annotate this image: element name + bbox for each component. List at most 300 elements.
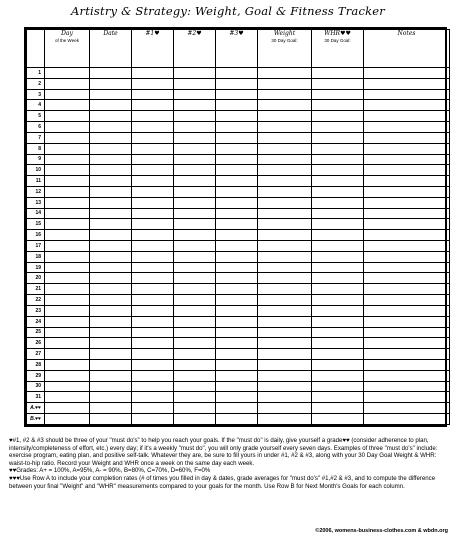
entry-cell[interactable] — [174, 219, 216, 230]
entry-cell[interactable] — [312, 414, 364, 425]
entry-cell[interactable] — [216, 403, 258, 414]
entry-cell[interactable] — [174, 284, 216, 295]
entry-cell[interactable] — [45, 414, 90, 425]
entry-cell[interactable] — [312, 230, 364, 241]
entry-cell[interactable] — [364, 122, 450, 133]
entry-cell[interactable] — [132, 316, 174, 327]
entry-cell[interactable] — [216, 284, 258, 295]
entry-cell[interactable] — [216, 89, 258, 100]
entry-cell[interactable] — [132, 403, 174, 414]
entry-cell[interactable] — [174, 370, 216, 381]
entry-cell[interactable] — [45, 89, 90, 100]
entry-cell[interactable] — [216, 359, 258, 370]
entry-cell[interactable] — [174, 143, 216, 154]
entry-cell[interactable] — [132, 100, 174, 111]
entry-cell[interactable] — [45, 100, 90, 111]
entry-cell[interactable] — [90, 197, 132, 208]
entry-cell[interactable] — [312, 208, 364, 219]
entry-cell[interactable] — [45, 186, 90, 197]
entry-cell[interactable] — [364, 349, 450, 360]
entry-cell[interactable] — [364, 154, 450, 165]
column-header-label: #2♥ — [187, 30, 202, 37]
entry-cell[interactable] — [312, 359, 364, 370]
entry-cell[interactable] — [258, 381, 312, 392]
table-row — [27, 284, 450, 295]
entry-cell[interactable] — [258, 262, 312, 273]
entry-cell[interactable] — [216, 305, 258, 316]
entry-cell[interactable] — [216, 208, 258, 219]
entry-cell[interactable] — [174, 392, 216, 403]
entry-cell[interactable] — [364, 414, 450, 425]
entry-cell[interactable] — [258, 122, 312, 133]
entry-cell[interactable] — [364, 316, 450, 327]
entry-cell[interactable] — [258, 197, 312, 208]
entry-cell[interactable] — [45, 295, 90, 306]
entry-cell[interactable] — [364, 186, 450, 197]
entry-cell[interactable] — [90, 89, 132, 100]
entry-cell[interactable] — [90, 143, 132, 154]
entry-cell[interactable] — [312, 197, 364, 208]
entry-cell[interactable] — [45, 381, 90, 392]
column-header-label: Notes — [397, 30, 416, 37]
entry-cell[interactable] — [90, 273, 132, 284]
entry-cell[interactable] — [216, 381, 258, 392]
entry-cell[interactable] — [312, 241, 364, 252]
entry-cell[interactable] — [90, 316, 132, 327]
entry-cell[interactable] — [258, 219, 312, 230]
entry-cell[interactable] — [90, 78, 132, 89]
entry-cell[interactable] — [312, 176, 364, 187]
entry-cell[interactable] — [45, 154, 90, 165]
entry-cell[interactable] — [174, 359, 216, 370]
entry-cell[interactable] — [45, 273, 90, 284]
entry-cell[interactable] — [90, 338, 132, 349]
entry-cell[interactable] — [216, 111, 258, 122]
entry-cell[interactable] — [174, 165, 216, 176]
row-label: 17 — [27, 241, 45, 252]
entry-cell[interactable] — [258, 241, 312, 252]
instructions-must-dos: ♥#1, #2 & #3 should be three of your "must do's" to help you reach your goals. If the "must do" is daily, give yourself a grade♥♥ (consider adherence to plan, intensity/completeness of effort, etc.) every day; if it's a weekly "must do", you will only grade yourself every seven days. Examples of three "must do's" include: exercise program, eating plan, and positive self-talk. Whatever they are, be sure to fill yours in under #1, #2 & #3, along with your 30 Day Goal Weight & WHR: waist-to-hip ratio. Record your Weight and WHR once a week on the same day each week. — [9, 437, 438, 467]
entry-cell[interactable] — [174, 338, 216, 349]
entry-cell[interactable] — [174, 305, 216, 316]
entry-cell[interactable] — [132, 132, 174, 143]
entry-cell[interactable] — [174, 132, 216, 143]
entry-cell[interactable] — [364, 305, 450, 316]
entry-cell[interactable] — [132, 78, 174, 89]
entry-cell[interactable] — [174, 78, 216, 89]
entry-cell[interactable] — [364, 208, 450, 219]
entry-cell[interactable] — [132, 176, 174, 187]
entry-cell[interactable] — [90, 403, 132, 414]
entry-cell[interactable] — [174, 176, 216, 187]
entry-cell[interactable] — [216, 186, 258, 197]
entry-cell[interactable] — [174, 403, 216, 414]
entry-cell[interactable] — [364, 392, 450, 403]
entry-cell[interactable] — [312, 186, 364, 197]
entry-cell[interactable] — [132, 89, 174, 100]
table-row — [27, 403, 450, 414]
entry-cell[interactable] — [45, 316, 90, 327]
entry-cell[interactable] — [364, 262, 450, 273]
entry-cell[interactable] — [258, 359, 312, 370]
entry-cell[interactable] — [258, 305, 312, 316]
entry-cell[interactable] — [174, 154, 216, 165]
entry-cell[interactable] — [45, 349, 90, 360]
column-header — [174, 30, 216, 68]
entry-cell[interactable] — [364, 230, 450, 241]
entry-cell[interactable] — [174, 273, 216, 284]
entry-cell[interactable] — [174, 414, 216, 425]
entry-cell[interactable] — [45, 219, 90, 230]
row-label: 21 — [27, 284, 45, 295]
entry-cell[interactable] — [364, 295, 450, 306]
entry-cell[interactable] — [364, 359, 450, 370]
entry-cell[interactable] — [364, 381, 450, 392]
entry-cell[interactable] — [45, 392, 90, 403]
entry-cell[interactable] — [364, 111, 450, 122]
entry-cell[interactable] — [258, 186, 312, 197]
entry-cell[interactable] — [312, 327, 364, 338]
entry-cell[interactable] — [90, 327, 132, 338]
column-header — [45, 30, 90, 68]
entry-cell[interactable] — [90, 176, 132, 187]
row-label: 4 — [27, 100, 45, 111]
entry-cell[interactable] — [258, 111, 312, 122]
entry-cell[interactable] — [90, 370, 132, 381]
entry-cell[interactable] — [90, 122, 132, 133]
entry-cell[interactable] — [132, 414, 174, 425]
entry-cell[interactable] — [45, 284, 90, 295]
entry-cell[interactable] — [312, 381, 364, 392]
entry-cell[interactable] — [216, 219, 258, 230]
table-row — [27, 154, 450, 165]
entry-cell[interactable] — [132, 208, 174, 219]
entry-cell[interactable] — [132, 251, 174, 262]
entry-cell[interactable] — [45, 241, 90, 252]
entry-cell[interactable] — [216, 392, 258, 403]
entry-cell[interactable] — [45, 208, 90, 219]
table-row — [27, 349, 450, 360]
entry-cell[interactable] — [90, 392, 132, 403]
entry-cell[interactable] — [174, 230, 216, 241]
entry-cell[interactable] — [216, 295, 258, 306]
entry-cell[interactable] — [312, 165, 364, 176]
entry-cell[interactable] — [132, 295, 174, 306]
entry-cell[interactable] — [132, 370, 174, 381]
column-header-label: Date — [103, 30, 118, 37]
entry-cell[interactable] — [90, 165, 132, 176]
entry-cell[interactable] — [90, 154, 132, 165]
table-row — [27, 295, 450, 306]
entry-cell[interactable] — [174, 241, 216, 252]
entry-cell[interactable] — [90, 251, 132, 262]
entry-cell[interactable] — [312, 338, 364, 349]
entry-cell[interactable] — [258, 327, 312, 338]
entry-cell[interactable] — [132, 392, 174, 403]
entry-cell[interactable] — [312, 295, 364, 306]
entry-cell[interactable] — [132, 68, 174, 79]
column-header — [364, 30, 450, 68]
entry-cell[interactable] — [45, 338, 90, 349]
entry-cell[interactable] — [258, 251, 312, 262]
table-row — [27, 176, 450, 187]
row-label: 16 — [27, 230, 45, 241]
entry-cell[interactable] — [364, 197, 450, 208]
entry-cell[interactable] — [258, 78, 312, 89]
entry-cell[interactable] — [312, 305, 364, 316]
column-header-label: Weight — [273, 30, 296, 37]
entry-cell[interactable] — [90, 111, 132, 122]
entry-cell[interactable] — [132, 186, 174, 197]
entry-cell[interactable] — [45, 68, 90, 79]
entry-cell[interactable] — [216, 165, 258, 176]
entry-cell[interactable] — [174, 122, 216, 133]
entry-cell[interactable] — [258, 284, 312, 295]
entry-cell[interactable] — [312, 284, 364, 295]
entry-cell[interactable] — [312, 316, 364, 327]
entry-cell[interactable] — [174, 327, 216, 338]
entry-cell[interactable] — [258, 295, 312, 306]
entry-cell[interactable] — [174, 381, 216, 392]
entry-cell[interactable] — [216, 241, 258, 252]
entry-cell[interactable] — [312, 143, 364, 154]
entry-cell[interactable] — [45, 403, 90, 414]
entry-cell[interactable] — [216, 143, 258, 154]
column-header-sub: 30 Day Goal: — [324, 38, 351, 43]
entry-cell[interactable] — [132, 327, 174, 338]
table-row — [27, 305, 450, 316]
entry-cell[interactable] — [312, 273, 364, 284]
entry-cell[interactable] — [364, 219, 450, 230]
entry-cell[interactable] — [364, 132, 450, 143]
entry-cell[interactable] — [132, 349, 174, 360]
entry-cell[interactable] — [216, 316, 258, 327]
entry-cell[interactable] — [258, 349, 312, 360]
entry-cell[interactable] — [90, 241, 132, 252]
table-row — [27, 316, 450, 327]
entry-cell[interactable] — [312, 392, 364, 403]
entry-cell[interactable] — [90, 305, 132, 316]
entry-cell[interactable] — [258, 154, 312, 165]
entry-cell[interactable] — [174, 68, 216, 79]
entry-cell[interactable] — [132, 111, 174, 122]
entry-cell[interactable] — [216, 68, 258, 79]
entry-cell[interactable] — [90, 381, 132, 392]
header-row-number — [27, 30, 45, 68]
entry-cell[interactable] — [45, 262, 90, 273]
entry-cell[interactable] — [132, 381, 174, 392]
entry-cell[interactable] — [258, 143, 312, 154]
entry-cell[interactable] — [364, 68, 450, 79]
entry-cell[interactable] — [132, 219, 174, 230]
entry-cell[interactable] — [312, 89, 364, 100]
entry-cell[interactable] — [90, 414, 132, 425]
entry-cell[interactable] — [216, 370, 258, 381]
entry-cell[interactable] — [45, 327, 90, 338]
row-label: 28 — [27, 359, 45, 370]
table-row — [27, 100, 450, 111]
entry-cell[interactable] — [45, 176, 90, 187]
entry-cell[interactable] — [174, 89, 216, 100]
entry-cell[interactable] — [132, 165, 174, 176]
entry-cell[interactable] — [312, 262, 364, 273]
entry-cell[interactable] — [132, 197, 174, 208]
entry-cell[interactable] — [174, 295, 216, 306]
entry-cell[interactable] — [174, 349, 216, 360]
entry-cell[interactable] — [312, 111, 364, 122]
entry-cell[interactable] — [90, 359, 132, 370]
entry-cell[interactable] — [216, 197, 258, 208]
entry-cell[interactable] — [174, 316, 216, 327]
entry-cell[interactable] — [216, 154, 258, 165]
column-header — [258, 30, 312, 68]
entry-cell[interactable] — [216, 414, 258, 425]
entry-cell[interactable] — [174, 251, 216, 262]
entry-cell[interactable] — [90, 186, 132, 197]
entry-cell[interactable] — [90, 262, 132, 273]
entry-cell[interactable] — [258, 68, 312, 79]
row-label: B.♥♥ — [27, 414, 45, 425]
entry-cell[interactable] — [45, 230, 90, 241]
entry-cell[interactable] — [258, 89, 312, 100]
entry-cell[interactable] — [312, 219, 364, 230]
entry-cell[interactable] — [45, 305, 90, 316]
entry-cell[interactable] — [45, 78, 90, 89]
entry-cell[interactable] — [312, 403, 364, 414]
entry-cell[interactable] — [258, 230, 312, 241]
entry-cell[interactable] — [90, 295, 132, 306]
entry-cell[interactable] — [174, 262, 216, 273]
entry-cell[interactable] — [258, 100, 312, 111]
entry-cell[interactable] — [132, 154, 174, 165]
entry-cell[interactable] — [216, 132, 258, 143]
entry-cell[interactable] — [258, 403, 312, 414]
entry-cell[interactable] — [132, 359, 174, 370]
entry-cell[interactable] — [45, 251, 90, 262]
entry-cell[interactable] — [132, 273, 174, 284]
entry-cell[interactable] — [216, 122, 258, 133]
entry-cell[interactable] — [90, 208, 132, 219]
entry-cell[interactable] — [90, 68, 132, 79]
entry-cell[interactable] — [258, 370, 312, 381]
entry-cell[interactable] — [312, 122, 364, 133]
entry-cell[interactable] — [132, 284, 174, 295]
table-row — [27, 78, 450, 89]
entry-cell[interactable] — [45, 197, 90, 208]
entry-cell[interactable] — [312, 251, 364, 262]
table-row — [27, 273, 450, 284]
entry-cell[interactable] — [258, 414, 312, 425]
entry-cell[interactable] — [364, 89, 450, 100]
row-label: 20 — [27, 273, 45, 284]
entry-cell[interactable] — [258, 392, 312, 403]
entry-cell[interactable] — [216, 349, 258, 360]
entry-cell[interactable] — [364, 370, 450, 381]
entry-cell[interactable] — [90, 230, 132, 241]
entry-cell[interactable] — [216, 273, 258, 284]
entry-cell[interactable] — [312, 68, 364, 79]
entry-cell[interactable] — [45, 359, 90, 370]
entry-cell[interactable] — [364, 251, 450, 262]
table-row — [27, 241, 450, 252]
entry-cell[interactable] — [258, 316, 312, 327]
entry-cell[interactable] — [364, 338, 450, 349]
table-row — [27, 186, 450, 197]
entry-cell[interactable] — [364, 284, 450, 295]
entry-cell[interactable] — [216, 100, 258, 111]
entry-cell[interactable] — [258, 176, 312, 187]
table-row — [27, 262, 450, 273]
entry-cell[interactable] — [312, 100, 364, 111]
entry-cell[interactable] — [216, 176, 258, 187]
entry-cell[interactable] — [132, 262, 174, 273]
entry-cell[interactable] — [45, 370, 90, 381]
entry-cell[interactable] — [45, 111, 90, 122]
entry-cell[interactable] — [90, 132, 132, 143]
entry-cell[interactable] — [174, 100, 216, 111]
entry-cell[interactable] — [312, 78, 364, 89]
row-label: 9 — [27, 154, 45, 165]
entry-cell[interactable] — [45, 143, 90, 154]
entry-cell[interactable] — [312, 370, 364, 381]
entry-cell[interactable] — [364, 176, 450, 187]
entry-cell[interactable] — [258, 208, 312, 219]
entry-cell[interactable] — [132, 241, 174, 252]
entry-cell[interactable] — [364, 143, 450, 154]
entry-cell[interactable] — [312, 349, 364, 360]
entry-cell[interactable] — [174, 186, 216, 197]
entry-cell[interactable] — [174, 111, 216, 122]
row-label: 12 — [27, 186, 45, 197]
page-title: Artistry & Strategy: Weight, Goal & Fitness Tracker — [71, 4, 385, 18]
entry-cell[interactable] — [312, 154, 364, 165]
entry-cell[interactable] — [174, 208, 216, 219]
entry-cell[interactable] — [364, 78, 450, 89]
entry-cell[interactable] — [364, 100, 450, 111]
entry-cell[interactable] — [45, 165, 90, 176]
entry-cell[interactable] — [216, 262, 258, 273]
entry-cell[interactable] — [174, 197, 216, 208]
entry-cell[interactable] — [216, 78, 258, 89]
entry-cell[interactable] — [45, 132, 90, 143]
entry-cell[interactable] — [364, 327, 450, 338]
entry-cell[interactable] — [90, 219, 132, 230]
entry-cell[interactable] — [45, 122, 90, 133]
entry-cell[interactable] — [90, 284, 132, 295]
table-row — [27, 392, 450, 403]
entry-cell[interactable] — [132, 143, 174, 154]
entry-cell[interactable] — [216, 251, 258, 262]
entry-cell[interactable] — [258, 165, 312, 176]
entry-cell[interactable] — [364, 165, 450, 176]
entry-cell[interactable] — [132, 122, 174, 133]
entry-cell[interactable] — [364, 273, 450, 284]
entry-cell[interactable] — [132, 338, 174, 349]
entry-cell[interactable] — [216, 327, 258, 338]
entry-cell[interactable] — [90, 349, 132, 360]
entry-cell[interactable] — [258, 132, 312, 143]
entry-cell[interactable] — [258, 338, 312, 349]
entry-cell[interactable] — [364, 241, 450, 252]
entry-cell[interactable] — [90, 100, 132, 111]
entry-cell[interactable] — [216, 338, 258, 349]
entry-cell[interactable] — [258, 273, 312, 284]
entry-cell[interactable] — [216, 230, 258, 241]
entry-cell[interactable] — [132, 230, 174, 241]
entry-cell[interactable] — [364, 403, 450, 414]
entry-cell[interactable] — [132, 305, 174, 316]
entry-cell[interactable] — [312, 132, 364, 143]
